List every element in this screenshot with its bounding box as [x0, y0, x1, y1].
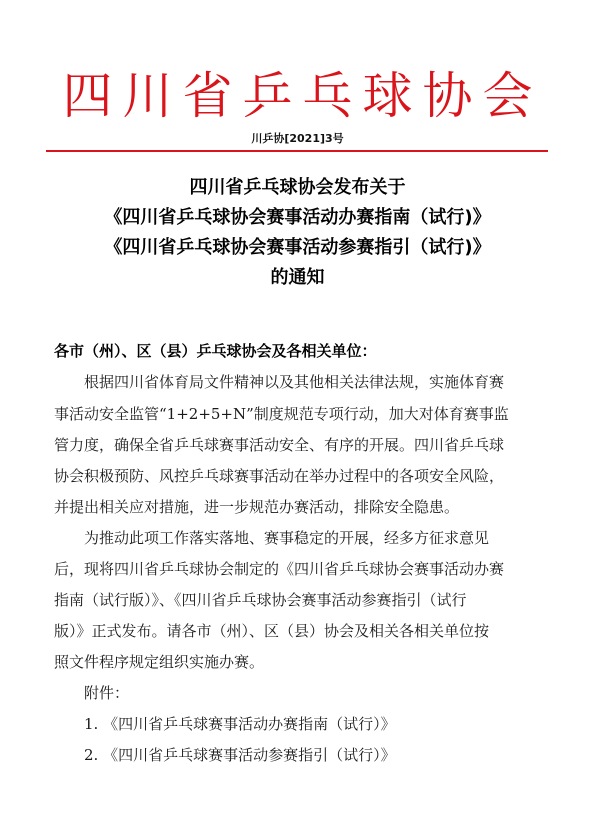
- document-number: 川乒协[2021]3号: [251, 132, 344, 145]
- org-header-title: 四川省乒乓球协会: [62, 67, 543, 125]
- body-line: 并提出相关应对措施，进一步规范办赛活动，排除安全隐患。: [54, 498, 460, 516]
- body-line: 为推动此项工作落实落地、赛事稳定的开展，经多方征求意见: [84, 529, 490, 547]
- body-line: 版）》正式发布。请各市（州）、区（县）协会及相关各相关单位按: [54, 622, 490, 640]
- header-red-rule: [46, 150, 548, 152]
- body-line: 协会积极预防、风控乒乓球赛事活动在举办过程中的各项安全风险，: [54, 467, 505, 485]
- attachment-item: 2. 《四川省乒乓球赛事活动参赛指引（试行）》: [84, 746, 396, 764]
- notice-title-line: 的通知: [270, 267, 325, 288]
- notice-title: [0, 173, 595, 293]
- notice-title-line: 《四川省乒乓球协会赛事活动参赛指引（试行)》: [104, 237, 491, 258]
- attachments-label: 附件：: [84, 684, 130, 702]
- body-line: 事活动安全监管“1+2+5+N”制度规范专项行动，加大对体育赛事监: [54, 405, 509, 423]
- body-line: 后，现将四川省乒乓球协会制定的《四川省乒乓球协会赛事活动办赛: [54, 560, 505, 578]
- attachment-item: 1. 《四川省乒乓球赛事活动办赛指南（试行）》: [84, 715, 396, 733]
- notice-title-line: 四川省乒乓球协会发布关于: [189, 177, 406, 198]
- body-line: 指南（试行版）》、《四川省乒乓球协会赛事活动参赛指引（试行: [54, 591, 467, 609]
- notice-title-line: 《四川省乒乓球协会赛事活动办赛指南（试行)》: [104, 207, 491, 228]
- salutation: 各市（州）、区（县）乒乓球协会及各相关单位：: [54, 342, 377, 360]
- body-line: 管力度，确保全省乒乓球赛事活动安全、有序的开展。四川省乒乓球: [54, 436, 505, 454]
- body-line: 照文件程序规定组织实施办赛。: [54, 653, 265, 671]
- body-line: 根据四川省体育局文件精神以及其他相关法律法规，实施体育赛: [84, 373, 505, 391]
